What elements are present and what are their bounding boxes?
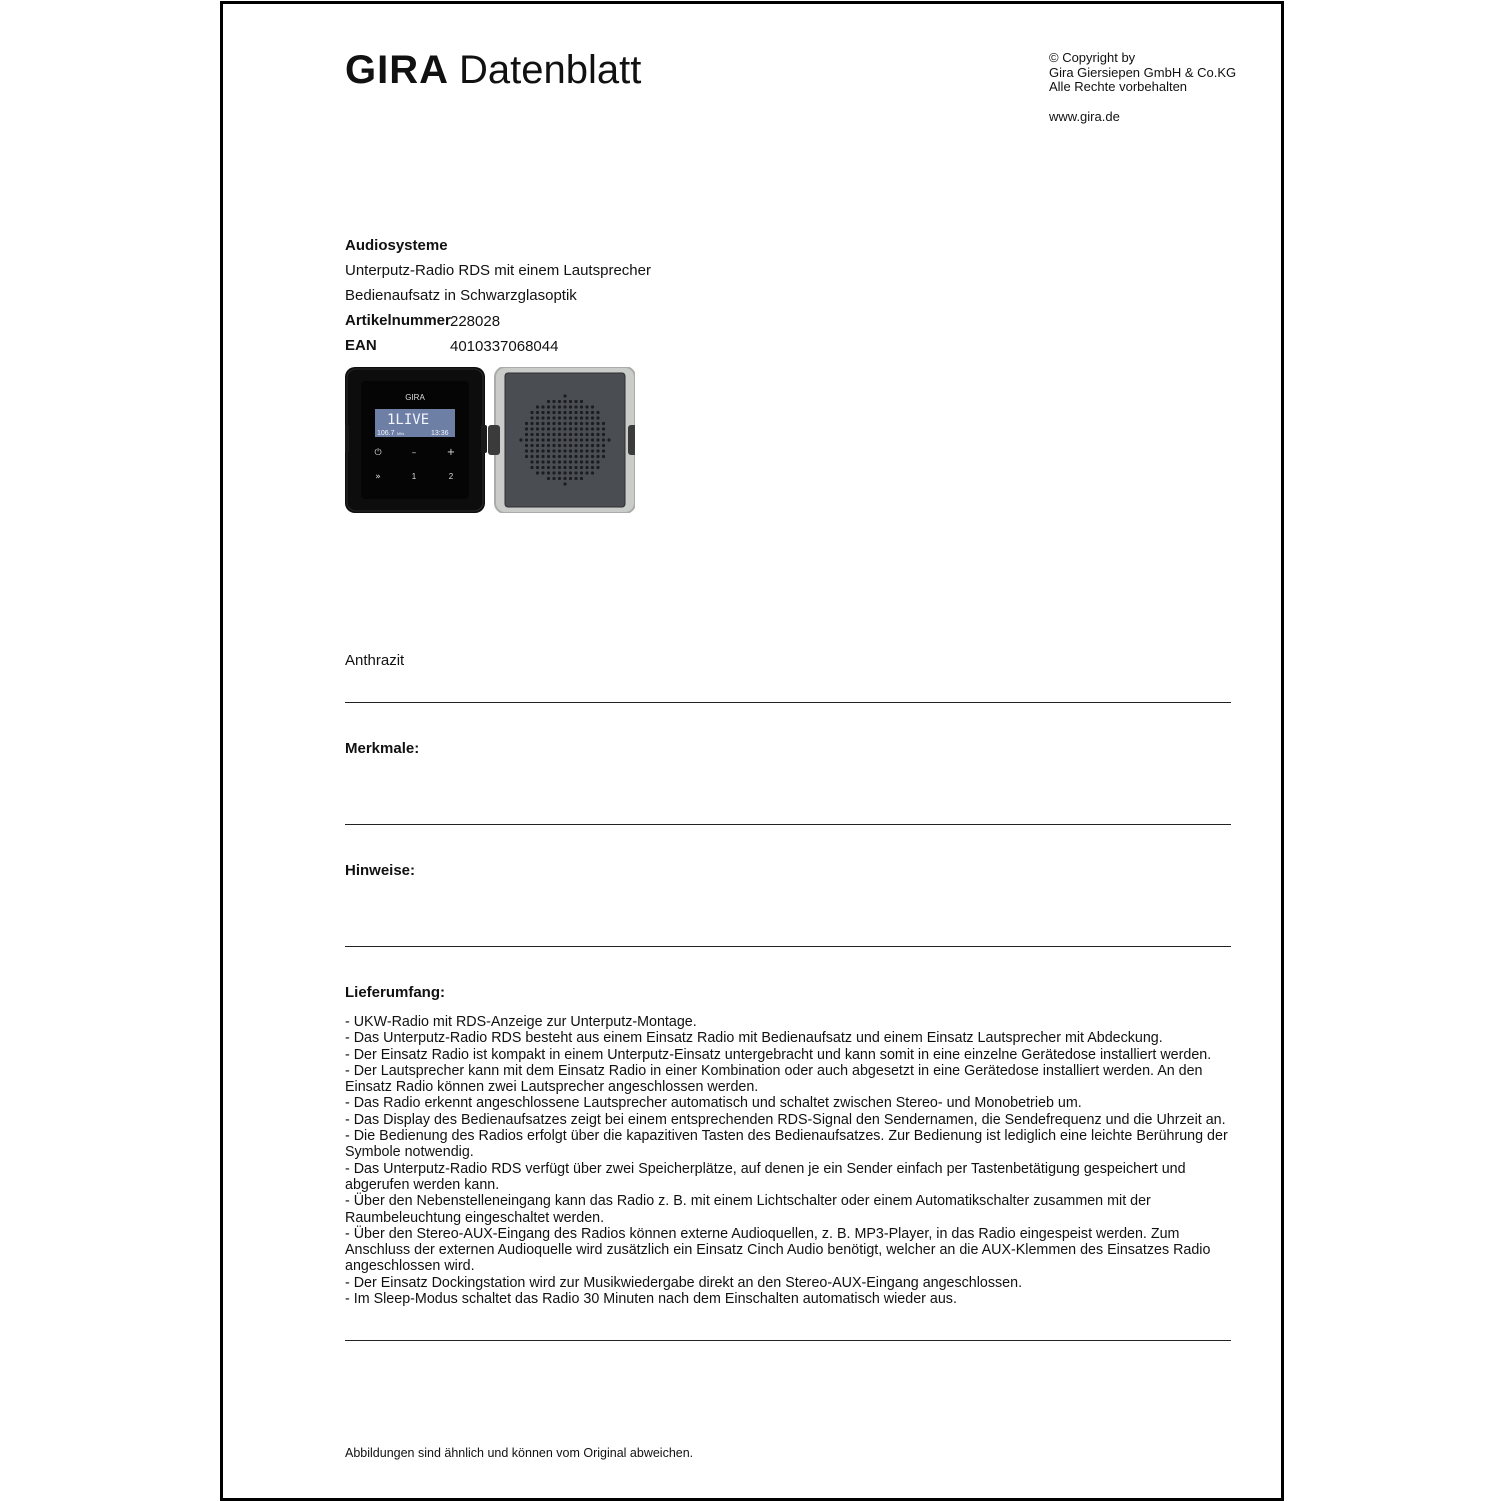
grille-hole <box>552 449 555 452</box>
grille-hole <box>591 422 594 425</box>
grille-hole <box>525 438 528 441</box>
grille-hole <box>525 427 528 430</box>
product-variant: Bedienaufsatz in Schwarzglasoptik <box>345 287 577 304</box>
grille-hole <box>563 400 566 403</box>
copyright-line: © Copyright by <box>1049 50 1136 65</box>
grille-hole <box>580 444 583 447</box>
article-number-label: Artikelnummer <box>345 312 451 329</box>
grille-hole <box>591 444 594 447</box>
grille-hole <box>580 455 583 458</box>
grille-hole <box>541 433 544 436</box>
grille-hole <box>547 455 550 458</box>
grille-hole <box>558 449 561 452</box>
grille-hole <box>536 466 539 469</box>
grille-hole <box>574 444 577 447</box>
grille-hole <box>563 438 566 441</box>
grille-hole <box>552 411 555 414</box>
grille-hole <box>569 444 572 447</box>
device-brand: GIRA <box>405 393 425 402</box>
grille-hole <box>569 449 572 452</box>
grille-hole <box>530 416 533 419</box>
grille-hole <box>580 433 583 436</box>
grille-hole <box>569 400 572 403</box>
grille-hole <box>563 477 566 480</box>
grille-hole <box>574 427 577 430</box>
grille-hole <box>602 444 605 447</box>
grille-hole <box>536 444 539 447</box>
grille-hole <box>585 471 588 474</box>
grille-hole <box>558 471 561 474</box>
grille-hole <box>591 455 594 458</box>
grille-hole <box>569 427 572 430</box>
grille-hole <box>525 455 528 458</box>
grille-hole <box>563 411 566 414</box>
grille-hole <box>563 405 566 408</box>
grille-hole <box>558 405 561 408</box>
grille-hole <box>574 411 577 414</box>
article-number-value: 228028 <box>450 313 501 330</box>
grille-hole <box>541 471 544 474</box>
grille-hole <box>563 482 566 485</box>
grille-hole <box>530 466 533 469</box>
grille-hole <box>580 471 583 474</box>
grille-hole <box>525 449 528 452</box>
grille-hole <box>552 466 555 469</box>
power-icon: ⏻ <box>374 448 382 458</box>
grille-hole <box>591 471 594 474</box>
grille-hole <box>536 455 539 458</box>
grille-hole <box>585 466 588 469</box>
grille-hole <box>591 438 594 441</box>
divider <box>345 946 1231 947</box>
grille-hole <box>552 405 555 408</box>
grille-hole <box>558 444 561 447</box>
grille-hole <box>574 477 577 480</box>
list-item: - Der Einsatz Dockingstation wird zur Musikwiedergabe direkt an den Stereo-AUX-Eingang angeschlossen. <box>345 1274 1023 1291</box>
grille-hole <box>585 411 588 414</box>
grille-hole <box>547 422 550 425</box>
grille-hole <box>552 471 555 474</box>
grille-hole <box>569 416 572 419</box>
grille-hole <box>558 477 561 480</box>
grille-hole <box>596 460 599 463</box>
grille-hole <box>519 438 522 441</box>
list-item: - Das Radio erkennt angeschlossene Lautsprecher automatisch und schaltet zwischen Stereo- und Monobetrieb um. <box>345 1095 1082 1112</box>
grille-hole <box>563 422 566 425</box>
volume-down-icon: – <box>411 448 417 458</box>
grille-hole <box>574 460 577 463</box>
ean-value: 4010337068044 <box>450 338 559 355</box>
grille-hole <box>558 422 561 425</box>
brand-logo: GIRA <box>345 48 449 92</box>
device-frequency-unit: MHz <box>397 432 405 436</box>
grille-hole <box>547 427 550 430</box>
grille-hole <box>580 427 583 430</box>
grille-hole <box>552 460 555 463</box>
grille-hole <box>547 477 550 480</box>
grille-hole <box>530 455 533 458</box>
grille-hole <box>596 438 599 441</box>
grille-hole <box>530 411 533 414</box>
grille-hole <box>536 471 539 474</box>
grille-hole <box>563 449 566 452</box>
grille-hole <box>574 400 577 403</box>
grille-hole <box>541 460 544 463</box>
grille-hole <box>536 438 539 441</box>
grille-hole <box>585 438 588 441</box>
grille-hole <box>574 422 577 425</box>
title-text: Datenblatt <box>459 48 642 92</box>
grille-hole <box>574 405 577 408</box>
grille-hole <box>530 427 533 430</box>
grille-hole <box>552 433 555 436</box>
preset-1-label: 1 <box>411 472 417 481</box>
grille-hole <box>580 416 583 419</box>
grille-hole <box>563 416 566 419</box>
list-item: - Das Unterputz-Radio RDS besteht aus einem Einsatz Radio mit Bedienaufsatz und einem Einsatz Lautsprecher mit Abdeckung. <box>345 1030 1163 1047</box>
grille-hole <box>525 444 528 447</box>
grille-hole <box>563 444 566 447</box>
grille-hole <box>541 444 544 447</box>
grille-hole <box>580 400 583 403</box>
merkmale-heading: Merkmale: <box>345 740 420 757</box>
grille-hole <box>530 433 533 436</box>
radio-unit <box>345 367 487 513</box>
grille-hole <box>563 427 566 430</box>
grille-hole <box>569 405 572 408</box>
grille-hole <box>552 455 555 458</box>
divider <box>345 702 1231 703</box>
grille-hole <box>536 416 539 419</box>
grille-hole <box>580 466 583 469</box>
grille-hole <box>541 405 544 408</box>
grille-hole <box>541 411 544 414</box>
preset-2-label: 2 <box>448 472 454 481</box>
grille-hole <box>547 405 550 408</box>
grille-hole <box>525 433 528 436</box>
grille-hole <box>602 455 605 458</box>
hinweise-heading: Hinweise: <box>345 862 416 879</box>
grille-hole <box>585 449 588 452</box>
list-item: - Das Unterputz-Radio RDS verfügt über zwei Speicherplätze, auf denen je ein Sender einfach per Tastenbetätigung gespeichert und abgerufen werden kann. <box>345 1160 1186 1193</box>
grille-hole <box>547 411 550 414</box>
grille-hole <box>552 438 555 441</box>
grille-hole <box>569 422 572 425</box>
grille-hole <box>563 455 566 458</box>
grille-hole <box>547 416 550 419</box>
grille-hole <box>585 427 588 430</box>
lieferumfang-heading: Lieferumfang: <box>345 984 446 1001</box>
grille-hole <box>569 460 572 463</box>
grille-hole <box>525 422 528 425</box>
grille-hole <box>596 427 599 430</box>
grille-hole <box>530 438 533 441</box>
grille-hole <box>574 455 577 458</box>
grille-hole <box>541 416 544 419</box>
grille-hole <box>569 455 572 458</box>
grille-hole <box>536 411 539 414</box>
grille-hole <box>574 471 577 474</box>
list-item: - Das Display des Bedienaufsatzes zeigt bei einem entsprechenden RDS-Signal den Sendernamen, die Sendefrequenz und die Uhrzeit an. <box>345 1111 1226 1128</box>
grille-hole <box>558 460 561 463</box>
grille-hole <box>569 411 572 414</box>
list-item: - Der Einsatz Radio ist kompakt in einem Unterputz-Einsatz untergebracht und kann somit in eine einzelne Gerätedose installiert werden. <box>345 1046 1212 1063</box>
grille-hole <box>585 455 588 458</box>
device-station: 1LIVE <box>387 412 430 428</box>
grille-hole <box>547 460 550 463</box>
grille-hole <box>591 433 594 436</box>
device-time: 13:36 <box>431 430 449 437</box>
product-image <box>345 367 635 513</box>
list-item: - Der Lautsprecher kann mit dem Einsatz Radio in einer Kombination oder auch abgesetzt in eine Gerätedose installiert werden. An den Einsatz Radio können zwei Lautsprecher angeschlossen werden. <box>345 1062 1203 1096</box>
grille-hole <box>580 422 583 425</box>
grille-hole <box>558 455 561 458</box>
grille-hole <box>591 411 594 414</box>
lieferumfang-list <box>345 1014 1235 1307</box>
grille-hole <box>536 422 539 425</box>
product-illustration <box>345 367 635 513</box>
ean-label: EAN <box>345 337 377 354</box>
grille-hole <box>585 444 588 447</box>
grille-hole <box>558 438 561 441</box>
grille-hole <box>596 449 599 452</box>
grille-hole <box>596 433 599 436</box>
grille-hole <box>552 416 555 419</box>
grille-hole <box>563 394 566 397</box>
grille-hole <box>547 444 550 447</box>
grille-hole <box>591 405 594 408</box>
grille-hole <box>591 466 594 469</box>
grille-hole <box>596 455 599 458</box>
grille-hole <box>591 427 594 430</box>
grille-hole <box>591 416 594 419</box>
grille-hole <box>580 438 583 441</box>
grille-hole <box>530 449 533 452</box>
list-item: - Im Sleep-Modus schaltet das Radio 30 Minuten nach dem Einschalten automatisch wieder aus. <box>345 1291 957 1308</box>
grille-hole <box>596 444 599 447</box>
copyright-line: Alle Rechte vorbehalten <box>1049 79 1188 94</box>
grille-hole <box>580 477 583 480</box>
grille-hole <box>563 466 566 469</box>
grille-hole <box>541 455 544 458</box>
grille-hole <box>585 416 588 419</box>
grille-hole <box>569 477 572 480</box>
list-item: - UKW-Radio mit RDS-Anzeige zur Unterputz-Montage. <box>345 1014 697 1030</box>
grille-hole <box>547 438 550 441</box>
grille-hole <box>547 449 550 452</box>
document-title <box>345 46 641 94</box>
grille-hole <box>602 433 605 436</box>
grille-hole <box>558 427 561 430</box>
divider <box>345 824 1231 825</box>
grille-hole <box>574 438 577 441</box>
grille-hole <box>536 427 539 430</box>
copyright-line: Gira Giersiepen GmbH & Co.KG <box>1049 64 1237 80</box>
grille-hole <box>541 427 544 430</box>
grille-hole <box>602 427 605 430</box>
grille-hole <box>552 400 555 403</box>
divider <box>345 1340 1231 1341</box>
grille-hole <box>574 449 577 452</box>
grille-hole <box>536 433 539 436</box>
grille-hole <box>530 460 533 463</box>
grille-hole <box>552 477 555 480</box>
grille-hole <box>585 433 588 436</box>
grille-hole <box>563 471 566 474</box>
grille-hole <box>580 460 583 463</box>
grille-hole <box>569 466 572 469</box>
grille-hole <box>569 471 572 474</box>
grille-hole <box>580 411 583 414</box>
grille-hole <box>530 444 533 447</box>
grille-hole <box>541 438 544 441</box>
list-item: - Über den Nebenstelleneingang kann das Radio z. B. mit einem Lichtschalter oder einem Automatikschalter zusammen mit der Raumbeleuchtung eingeschaltet werden. <box>345 1193 1151 1226</box>
device-frequency: 106.7 <box>377 430 395 437</box>
product-category: Audiosysteme <box>345 237 448 254</box>
grille-hole <box>536 460 539 463</box>
footer-disclaimer: Abbildungen sind ähnlich und können vom Original abweichen. <box>345 1446 694 1460</box>
grille-hole <box>585 460 588 463</box>
grille-hole <box>552 422 555 425</box>
color-variant: Anthrazit <box>345 652 405 669</box>
grille-hole <box>547 466 550 469</box>
grille-hole <box>558 433 561 436</box>
grille-hole <box>596 416 599 419</box>
grille-hole <box>536 405 539 408</box>
grille-hole <box>552 427 555 430</box>
grille-hole <box>602 449 605 452</box>
volume-up-icon: + <box>446 447 456 458</box>
grille-hole <box>574 416 577 419</box>
grille-hole <box>547 400 550 403</box>
grille-hole <box>602 422 605 425</box>
grille-hole <box>563 460 566 463</box>
grille-hole <box>558 411 561 414</box>
grille-hole <box>541 449 544 452</box>
product-name: Unterputz-Radio RDS mit einem Lautsprecher <box>345 262 651 279</box>
list-item: - Die Bedienung des Radios erfolgt über die kapazitiven Tasten des Bedienaufsatzes. Zur Bedienung ist lediglich eine leichte Berührung der Symbole notwendig. <box>345 1128 1228 1161</box>
seek-icon: » <box>375 472 381 482</box>
grille-hole <box>569 433 572 436</box>
grille-hole <box>574 466 577 469</box>
grille-hole <box>580 405 583 408</box>
grille-hole <box>580 449 583 452</box>
grille-hole <box>591 460 594 463</box>
grille-hole <box>602 438 605 441</box>
datasheet-page <box>220 1 1284 1501</box>
grille-hole <box>552 444 555 447</box>
grille-hole <box>547 433 550 436</box>
grille-hole <box>558 466 561 469</box>
grille-hole <box>591 449 594 452</box>
grille-hole <box>541 422 544 425</box>
grille-hole <box>574 433 577 436</box>
grille-hole <box>547 471 550 474</box>
grille-hole <box>569 438 572 441</box>
grille-hole <box>541 466 544 469</box>
grille-hole <box>607 438 610 441</box>
grille-hole <box>596 411 599 414</box>
grille-hole <box>596 422 599 425</box>
speaker-unit <box>488 367 635 513</box>
grille-hole <box>558 416 561 419</box>
grille-hole <box>596 466 599 469</box>
list-item: - Über den Stereo-AUX-Eingang des Radios können externe Audioquellen, z. B. MP3-Player, in das Radio eingespeist werden. Zum Anschluss der externen Audioquelle wird zusätzlich ein Einsatz Cinch Audio benötigt, welcher an die AUX-Klemmen des Einsatzes Radio angeschlossen wird. <box>345 1225 1211 1275</box>
grille-hole <box>585 405 588 408</box>
website-link[interactable]: www.gira.de <box>1049 109 1120 124</box>
copyright-notice <box>1049 51 1236 95</box>
grille-hole <box>585 422 588 425</box>
grille-hole <box>530 422 533 425</box>
grille-hole <box>536 449 539 452</box>
grille-hole <box>563 433 566 436</box>
grille-hole <box>558 400 561 403</box>
